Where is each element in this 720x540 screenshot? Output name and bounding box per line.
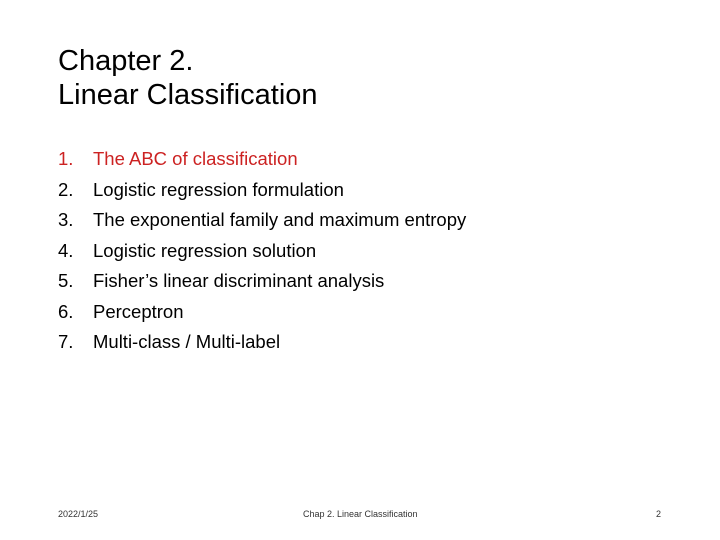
list-item (58, 329, 466, 360)
item-label: Logistic regression formulation (93, 178, 344, 200)
slide-title (58, 44, 318, 112)
list-item (58, 299, 466, 330)
list-item (58, 207, 466, 238)
list-item (58, 238, 466, 269)
item-number: 1. (58, 148, 74, 169)
table-of-contents (58, 146, 466, 360)
item-label: The ABC of classification (93, 148, 298, 169)
page-number: 2 (656, 509, 662, 519)
item-label: Perceptron (93, 300, 184, 322)
footer-title: Chap 2. Linear Classification (303, 509, 418, 519)
list-item (58, 268, 466, 299)
item-label: The exponential family and maximum entropy (93, 209, 467, 230)
footer-date: 2022/1/25 (58, 509, 99, 519)
item-label: Multi-class / Multi-label (93, 331, 281, 352)
item-label: Logistic regression solution (93, 239, 317, 261)
item-number: 3. (58, 209, 74, 230)
title-line-2: Linear Classification (58, 79, 318, 111)
item-number: 2. (58, 178, 74, 200)
list-item (58, 177, 466, 208)
item-number: 7. (58, 331, 74, 352)
title-line-1: Chapter 2. (58, 45, 194, 77)
list-item (58, 146, 466, 177)
item-number: 6. (58, 300, 74, 322)
item-number: 5. (58, 270, 74, 291)
item-number: 4. (58, 239, 74, 261)
item-label: Fisher’s linear discriminant analysis (93, 270, 385, 291)
